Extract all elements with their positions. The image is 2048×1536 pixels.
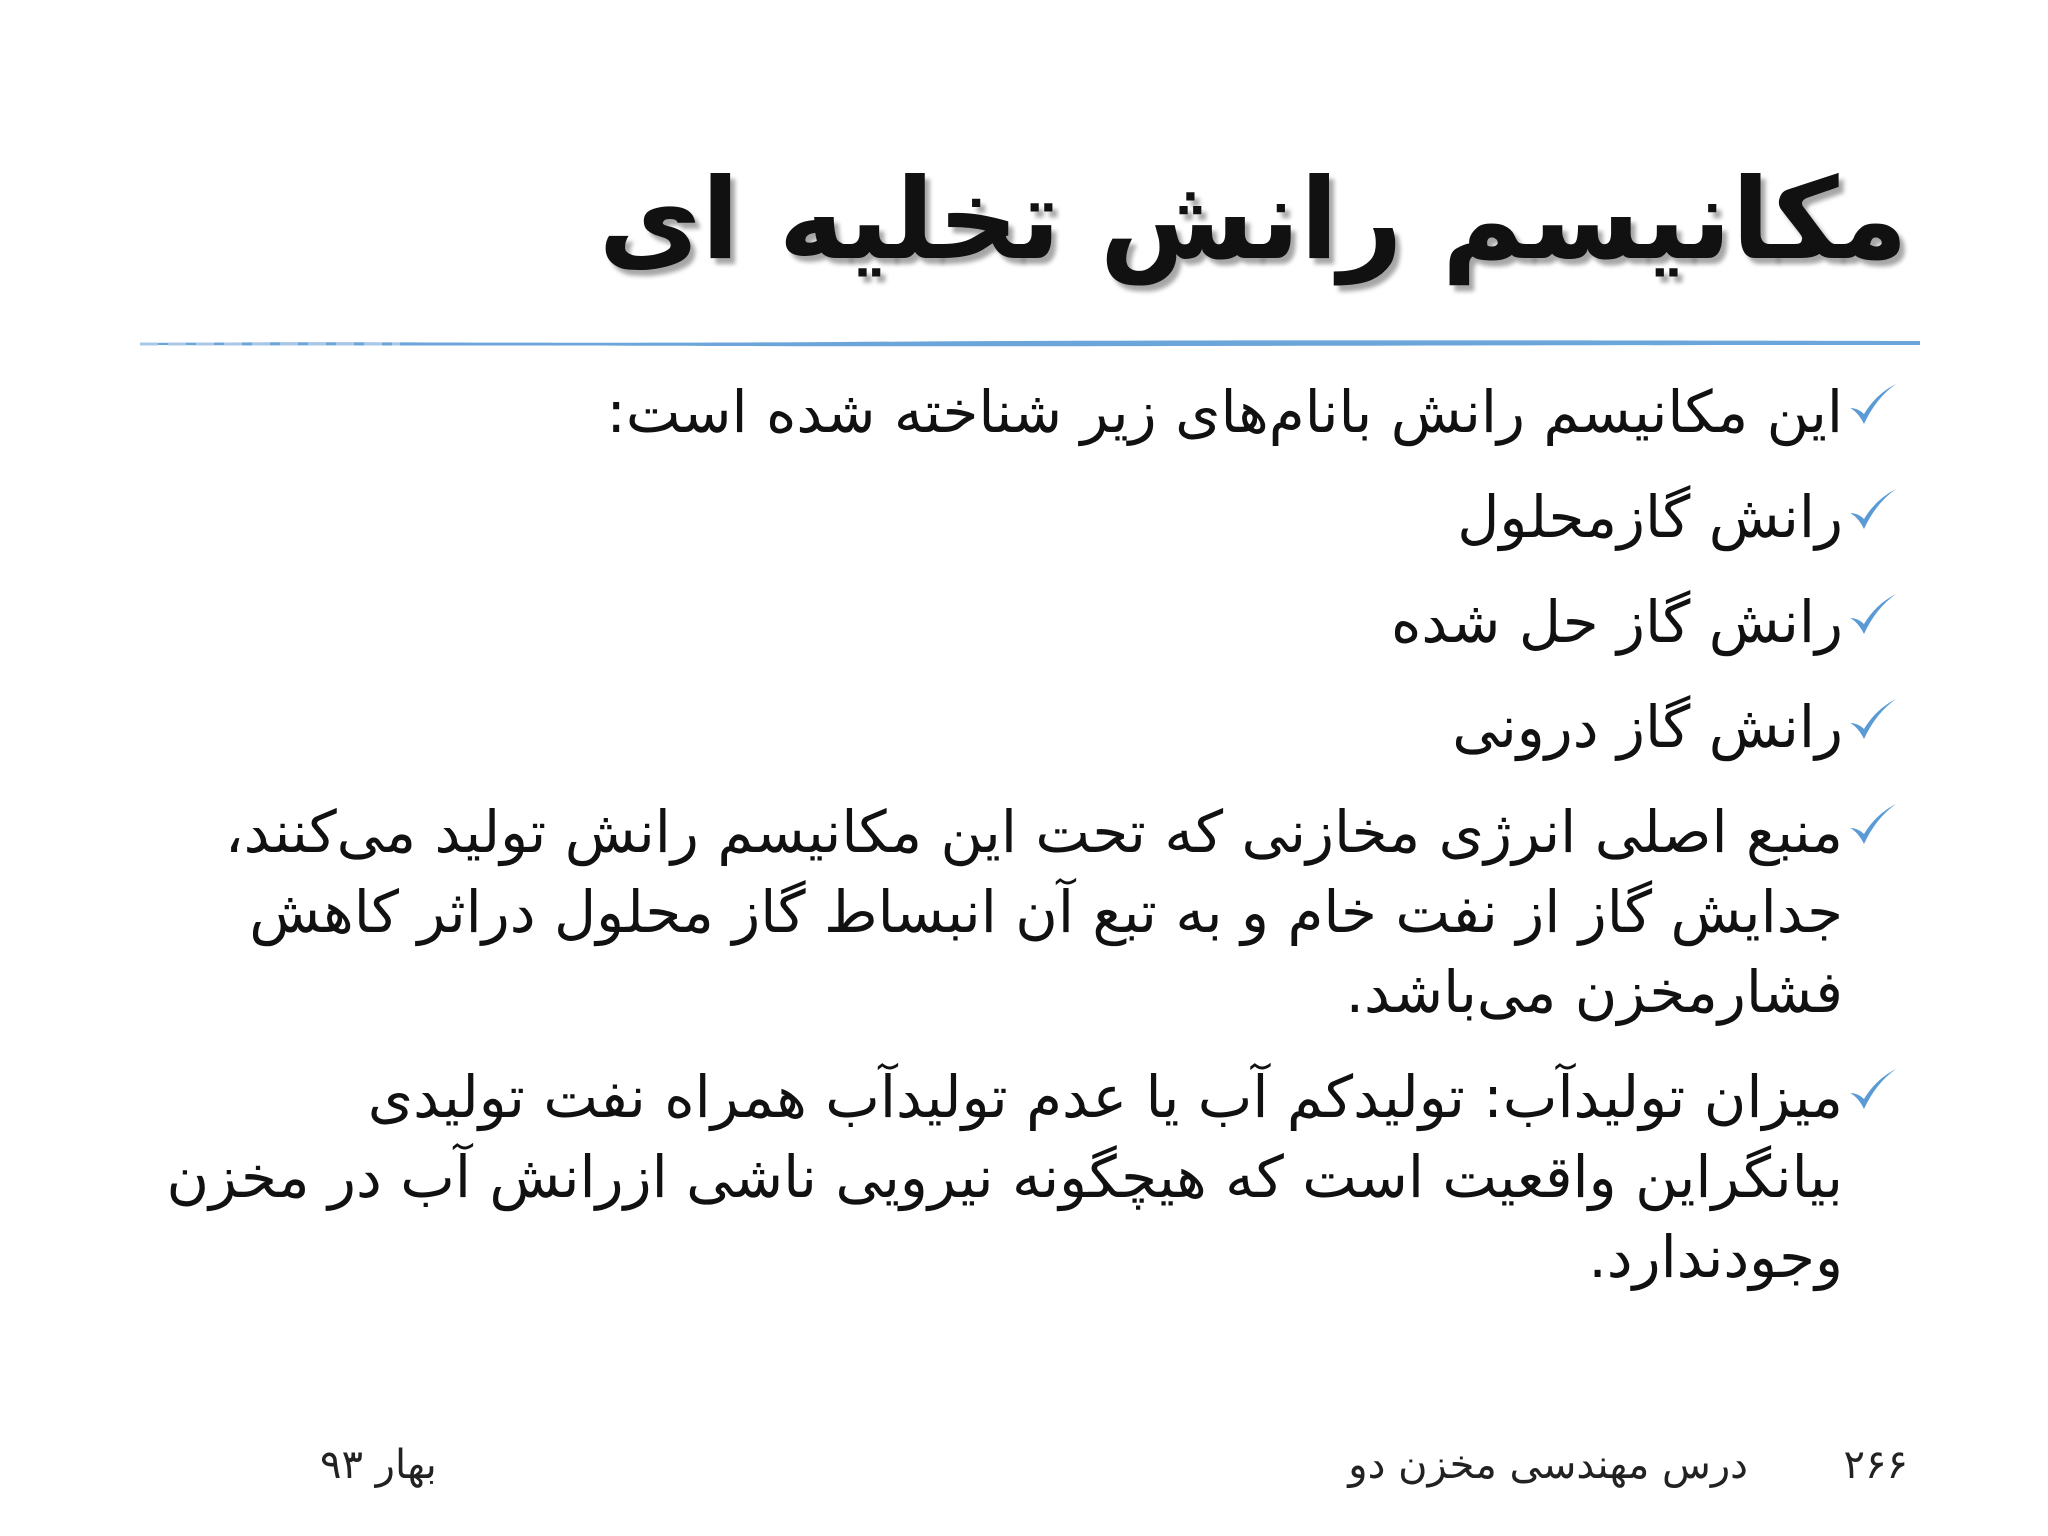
bullet-text: این مکانیسم رانش بانام‌های زیر شناخته شده است: — [606, 378, 1843, 446]
bullet-item — [158, 582, 1898, 662]
bullet-item — [158, 792, 1898, 1032]
bullet-list — [158, 372, 1898, 1322]
slide-title: مکانیسم رانش تخلیه ای — [598, 155, 1908, 285]
bullet-text: رانش گاز درونی — [1452, 693, 1843, 761]
title-divider — [140, 335, 1920, 349]
bullet-item — [158, 372, 1898, 452]
check-icon — [1846, 380, 1898, 432]
bullet-item — [158, 1057, 1898, 1297]
bullet-text: رانش گازمحلول — [1457, 483, 1843, 551]
check-icon — [1846, 485, 1898, 537]
check-icon — [1846, 1065, 1898, 1117]
bullet-item — [158, 687, 1898, 767]
check-icon — [1846, 695, 1898, 747]
bullet-text: میزان تولیدآب: تولیدکم آب یا عدم تولیدآب همراه نفت تولیدی بیانگراین واقعیت است که هیچگونه نیرویی ناشی ازرانش آب در مخزن وجودندارد. — [166, 1063, 1843, 1291]
check-icon — [1846, 800, 1898, 852]
footer-page-number: ۲۶۶ — [1843, 1442, 1908, 1488]
footer-course-name: درس مهندسی مخزن دو — [1348, 1442, 1748, 1488]
check-icon — [1846, 590, 1898, 642]
bullet-item — [158, 477, 1898, 557]
bullet-text: رانش گاز حل شده — [1390, 588, 1843, 656]
bullet-text: منبع اصلی انرژی مخازنی که تحت این مکانیسم رانش تولید می‌کنند، جدایش گاز از نفت خام و به تبع آن انبساط گاز محلول دراثر کاهش فشارمخزن می‌باشد. — [224, 798, 1843, 1026]
footer-date: بهار ۹۳ — [320, 1442, 437, 1488]
